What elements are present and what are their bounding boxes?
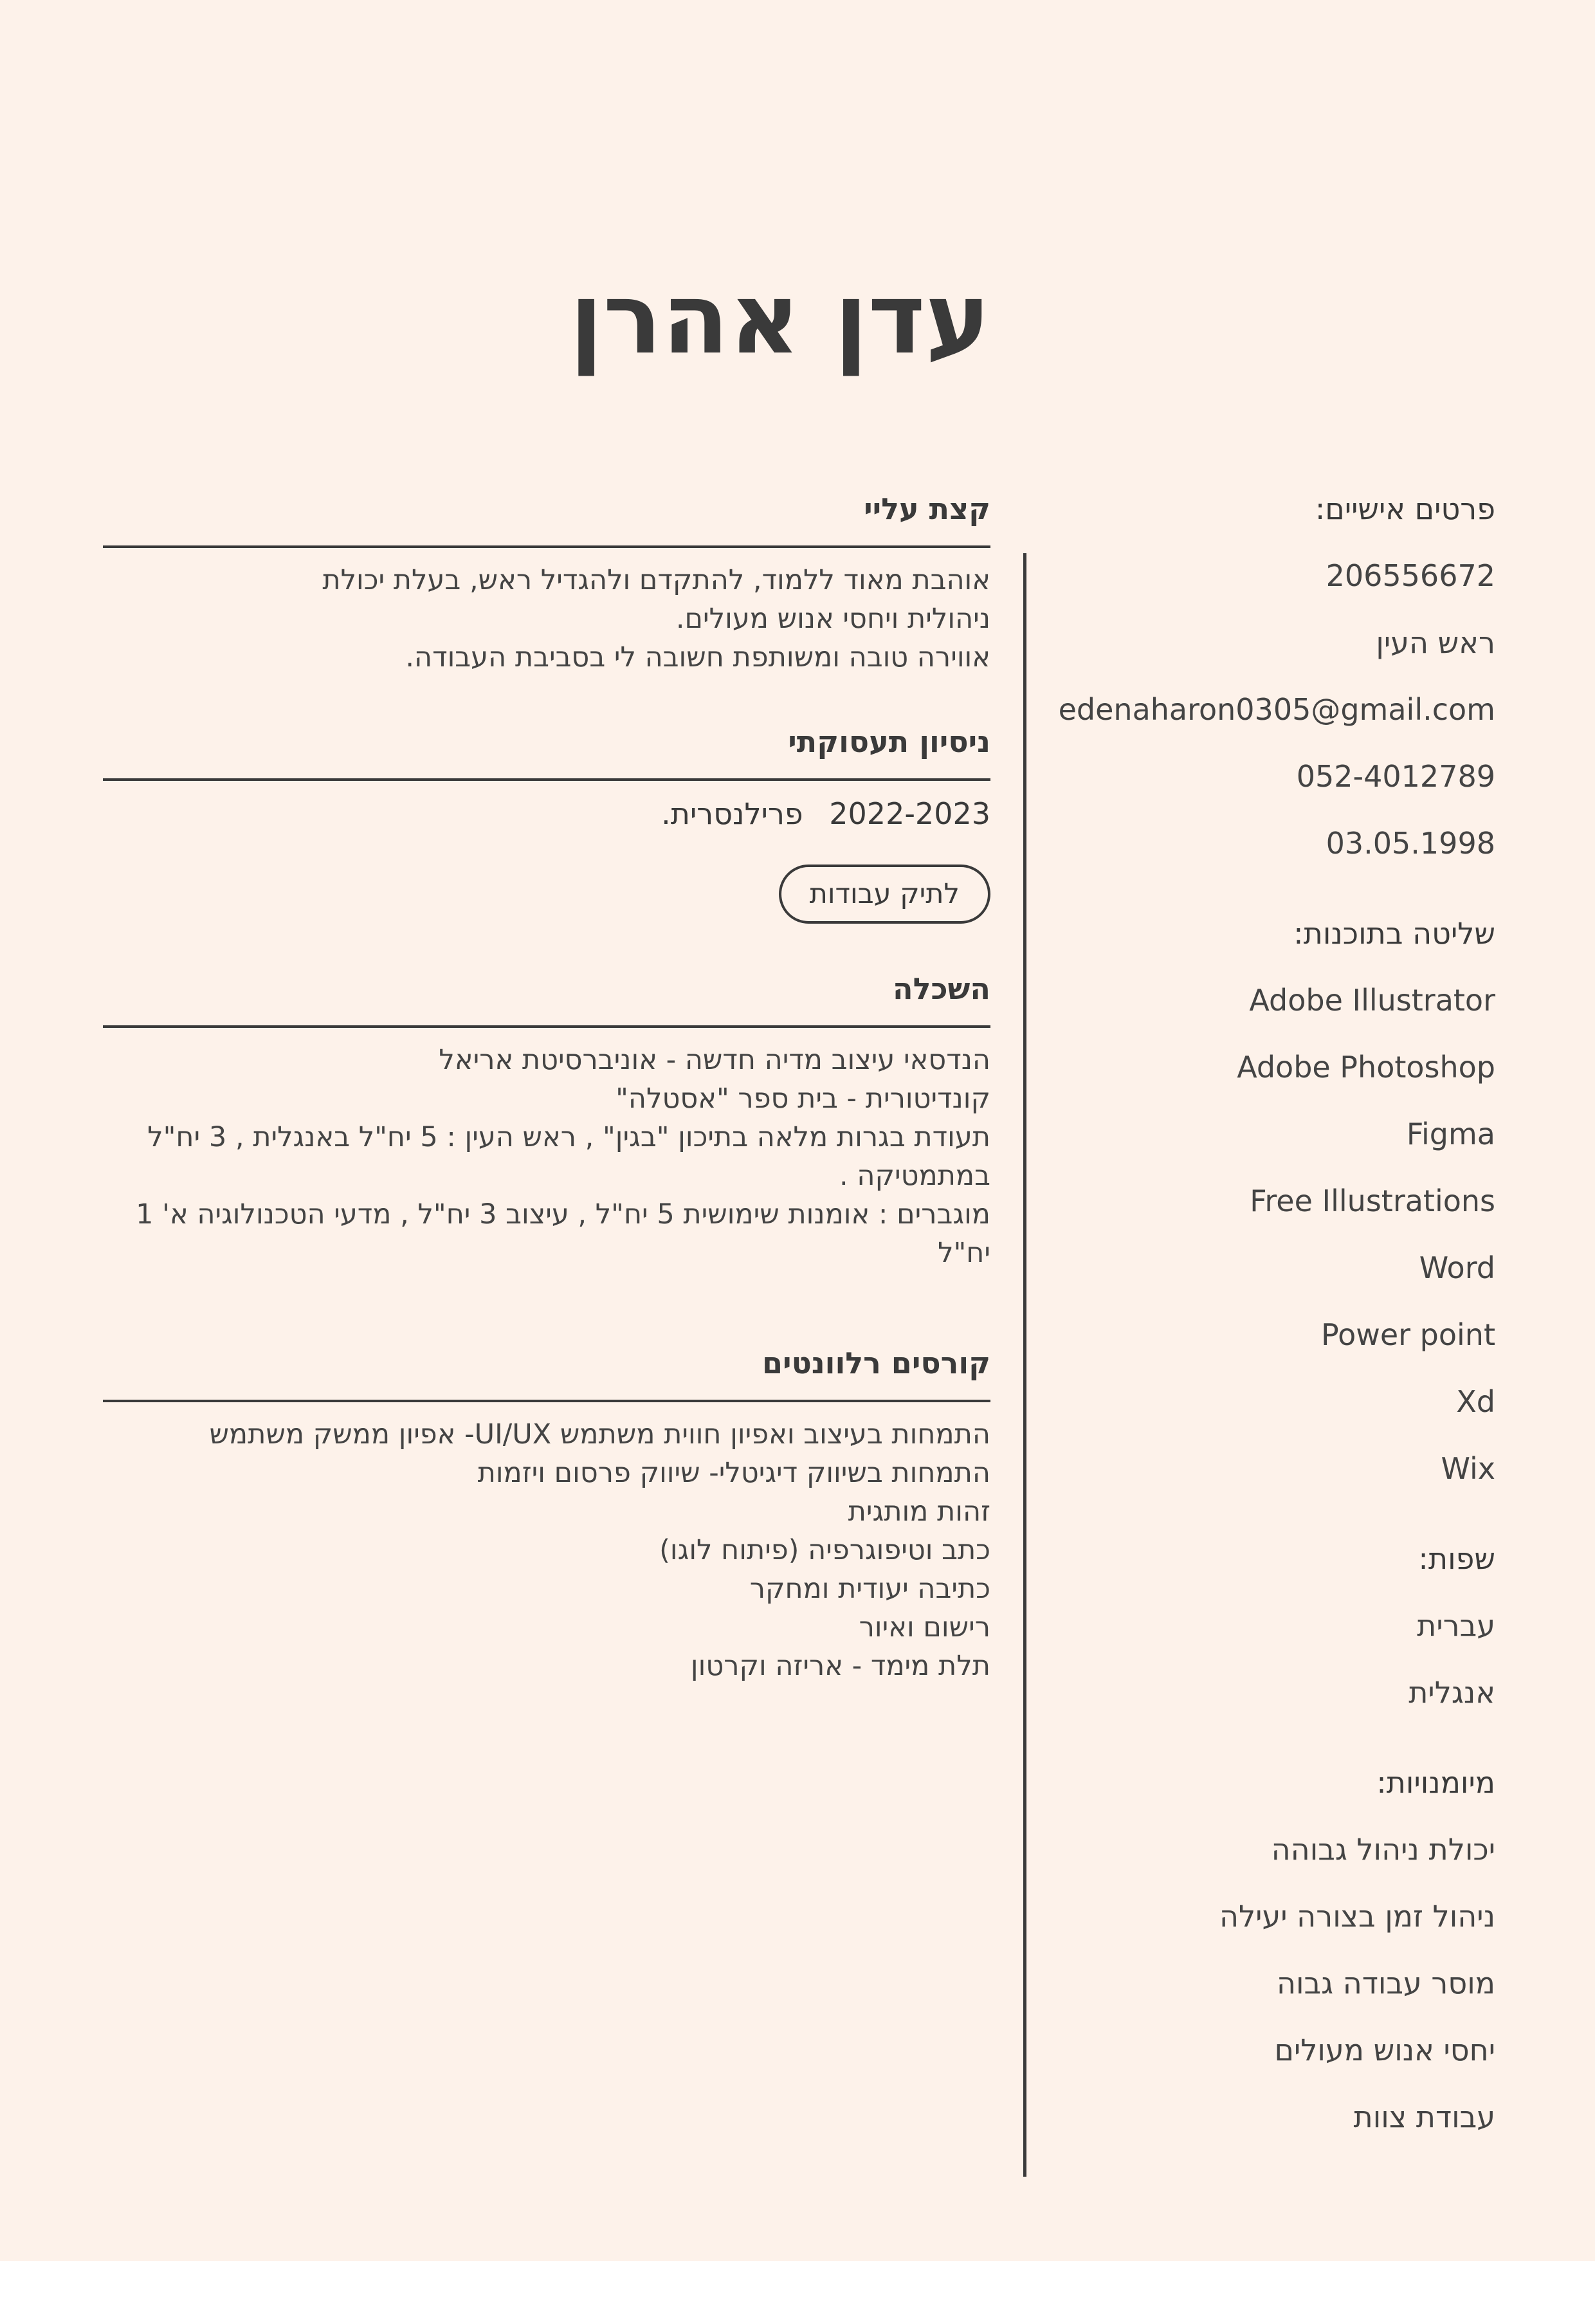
- skill-item: יחסי אנוש מעולים: [1274, 2033, 1495, 2067]
- phone[interactable]: 052-4012789: [1296, 759, 1495, 794]
- section-divider: [103, 1025, 990, 1028]
- side-column: [1045, 489, 1495, 2187]
- birth-date: 03.05.1998: [1326, 826, 1495, 861]
- personal-details-section: [1045, 489, 1495, 863]
- language-item: אנגלית: [1408, 1675, 1495, 1710]
- about-section: [103, 489, 990, 677]
- main-column: [103, 489, 990, 1730]
- courses-text: התמחות בעיצוב ואפיון חווית משתמש UI/UX- אפיון ממשק משתמש התמחות בשיווק דיגיטלי- שיווק פרסום ויזמות זהות מותגית כתב וטיפוגרפיה (פיתוח לוגו) כתיבה יעודית ומחקר רישום ואיור תלת מימד - אריזה וקרטון: [209, 1418, 990, 1682]
- software-label: שליטה בתוכנות:: [1293, 916, 1495, 951]
- skill-item: מוסר עבודה גבוה: [1276, 1966, 1495, 2000]
- courses-section: [103, 1343, 990, 1685]
- experience-section: [103, 722, 990, 924]
- languages-section: [1045, 1539, 1495, 1712]
- experience-years: 2022-2023: [829, 796, 990, 831]
- skills-label: מיומנויות:: [1376, 1765, 1495, 1800]
- software-item: Figma: [1406, 1117, 1495, 1151]
- about-text: אוהבת מאוד ללמוד, להתקדם ולהגדיל ראש, בעלת יכולת ניהולית ויחסי אנוש מעולים. אווירה טובה ומשותפת חשובה לי בסביבת העבודה.: [322, 564, 990, 673]
- id-number: 206556672: [1326, 558, 1495, 593]
- skill-item: ניהול זמן בצורה יעילה: [1219, 1899, 1495, 1934]
- software-item: Word: [1419, 1250, 1495, 1285]
- software-item: Xd: [1456, 1384, 1495, 1419]
- software-item: Adobe Illustrator: [1249, 983, 1495, 1018]
- about-heading: קצת עליי: [864, 491, 990, 526]
- education-section: [103, 969, 990, 1272]
- skills-section: [1045, 1762, 1495, 2137]
- software-item: Power point: [1320, 1317, 1495, 1352]
- portfolio-button[interactable]: לתיק עבודות: [779, 865, 990, 924]
- skill-item: יכולת ניהול גבוהה: [1271, 1832, 1495, 1867]
- section-divider: [103, 778, 990, 781]
- education-heading: השכלה: [893, 971, 990, 1006]
- candidate-name: עדן אהרן: [569, 262, 990, 376]
- section-divider: [103, 545, 990, 548]
- city: ראש העין: [1376, 625, 1495, 660]
- column-divider: [1023, 553, 1026, 2177]
- software-item: Free Illustrations: [1250, 1184, 1495, 1218]
- software-section: [1045, 913, 1495, 1488]
- software-item: Wix: [1441, 1451, 1495, 1486]
- education-text: הנדסאי עיצוב מדיה חדשה - אוניברסיטת אריאל קונדיטורית - בית ספר "אסטלה" תעודת בגרות מלאה בתיכון "בגין" , ראש העין : 5 יח"ל באנגלית , 3 יח"ל במתמטיקה . מוגברים : אומנות שימושית 5 יח"ל , עיצוב 3 יח"ל , מדעי הטכנולוגיה א' 1 יח"ל: [136, 1044, 990, 1269]
- email[interactable]: edenaharon0305@gmail.com: [1058, 692, 1495, 727]
- experience-role: פרילנסרית.: [661, 796, 803, 831]
- personal-details-label: פרטים אישיים:: [1315, 491, 1495, 526]
- software-item: Adobe Photoshop: [1237, 1050, 1495, 1084]
- language-item: עברית: [1417, 1608, 1495, 1643]
- skill-item: עבודת צוות: [1353, 2100, 1495, 2134]
- courses-heading: קורסים רלוונטים: [762, 1346, 990, 1380]
- experience-entry: [103, 794, 990, 834]
- experience-heading: ניסיון תעסוקתי: [788, 724, 990, 759]
- languages-label: שפות:: [1418, 1541, 1495, 1576]
- section-divider: [103, 1400, 990, 1402]
